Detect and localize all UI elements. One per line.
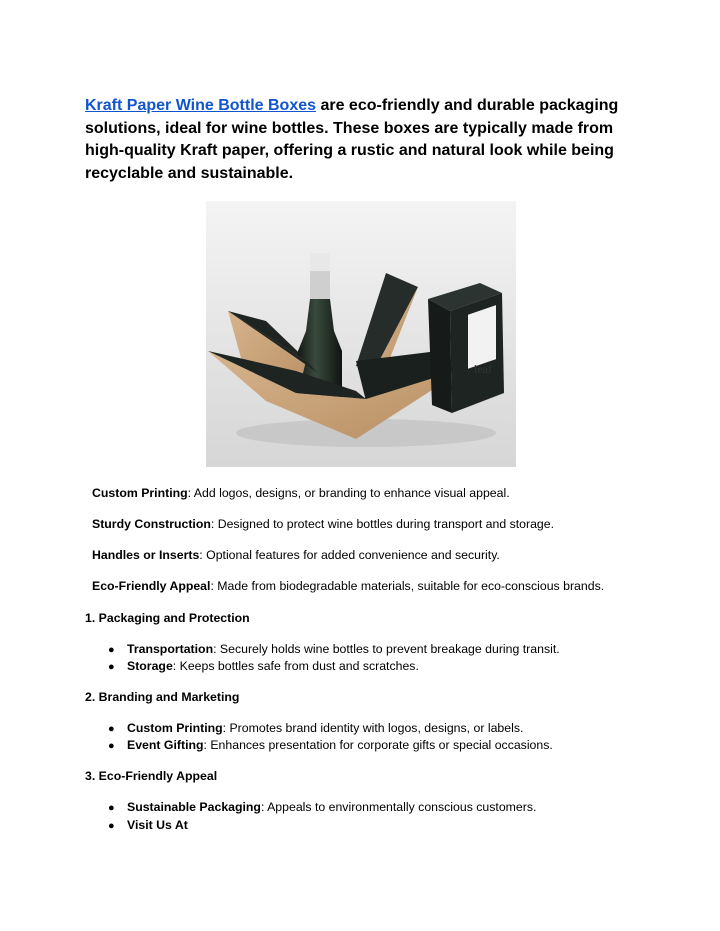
standing-box	[428, 283, 504, 413]
bullet-icon: ●	[108, 661, 115, 673]
bullet-icon: ●	[108, 723, 115, 735]
list-item: ● Visit Us At	[108, 818, 188, 832]
list-item: ● Event Gifting: Enhances presentation for corporate gifts or special occasions.	[108, 738, 553, 752]
kraft-boxes-link[interactable]: Kraft Paper Wine Bottle Boxes	[85, 97, 317, 114]
bullet-icon: ●	[108, 820, 115, 832]
intro-text: are eco-friendly and durable packaging solutions, ideal for wine bottles. These boxes are typically made from high-quality Kraft paper, offering a rustic and natural look while being recyclable and sustainable.	[85, 97, 619, 182]
bullet-icon: ●	[108, 740, 115, 752]
feature-item: Eco-Friendly Appeal: Made from biodegradable materials, suitable for eco-conscious brands.	[92, 579, 605, 593]
section-heading: 1. Packaging and Protection	[85, 611, 250, 625]
intro-paragraph	[85, 95, 645, 185]
section-heading: 2. Branding and Marketing	[85, 690, 240, 704]
section-heading: 3. Eco-Friendly Appeal	[85, 769, 218, 783]
feature-item: Sturdy Construction: Designed to protect wine bottles during transport and storage.	[92, 517, 555, 531]
box-brand-label: leaf	[474, 362, 492, 376]
wine-box-photo	[206, 201, 516, 467]
bullet-icon: ●	[108, 802, 115, 814]
bullet-icon: ●	[108, 644, 115, 656]
list-item: ● Custom Printing: Promotes brand identity with logos, designs, or labels.	[108, 721, 524, 735]
list-item: ● Transportation: Securely holds wine bottles to prevent breakage during transit.	[108, 642, 560, 656]
list-item: ● Storage: Keeps bottles safe from dust and scratches.	[108, 659, 419, 673]
feature-item: Handles or Inserts: Optional features for added convenience and security.	[92, 548, 500, 562]
list-item: ● Sustainable Packaging: Appeals to environmentally conscious customers.	[108, 800, 537, 814]
feature-item: Custom Printing: Add logos, designs, or branding to enhance visual appeal.	[92, 486, 510, 500]
